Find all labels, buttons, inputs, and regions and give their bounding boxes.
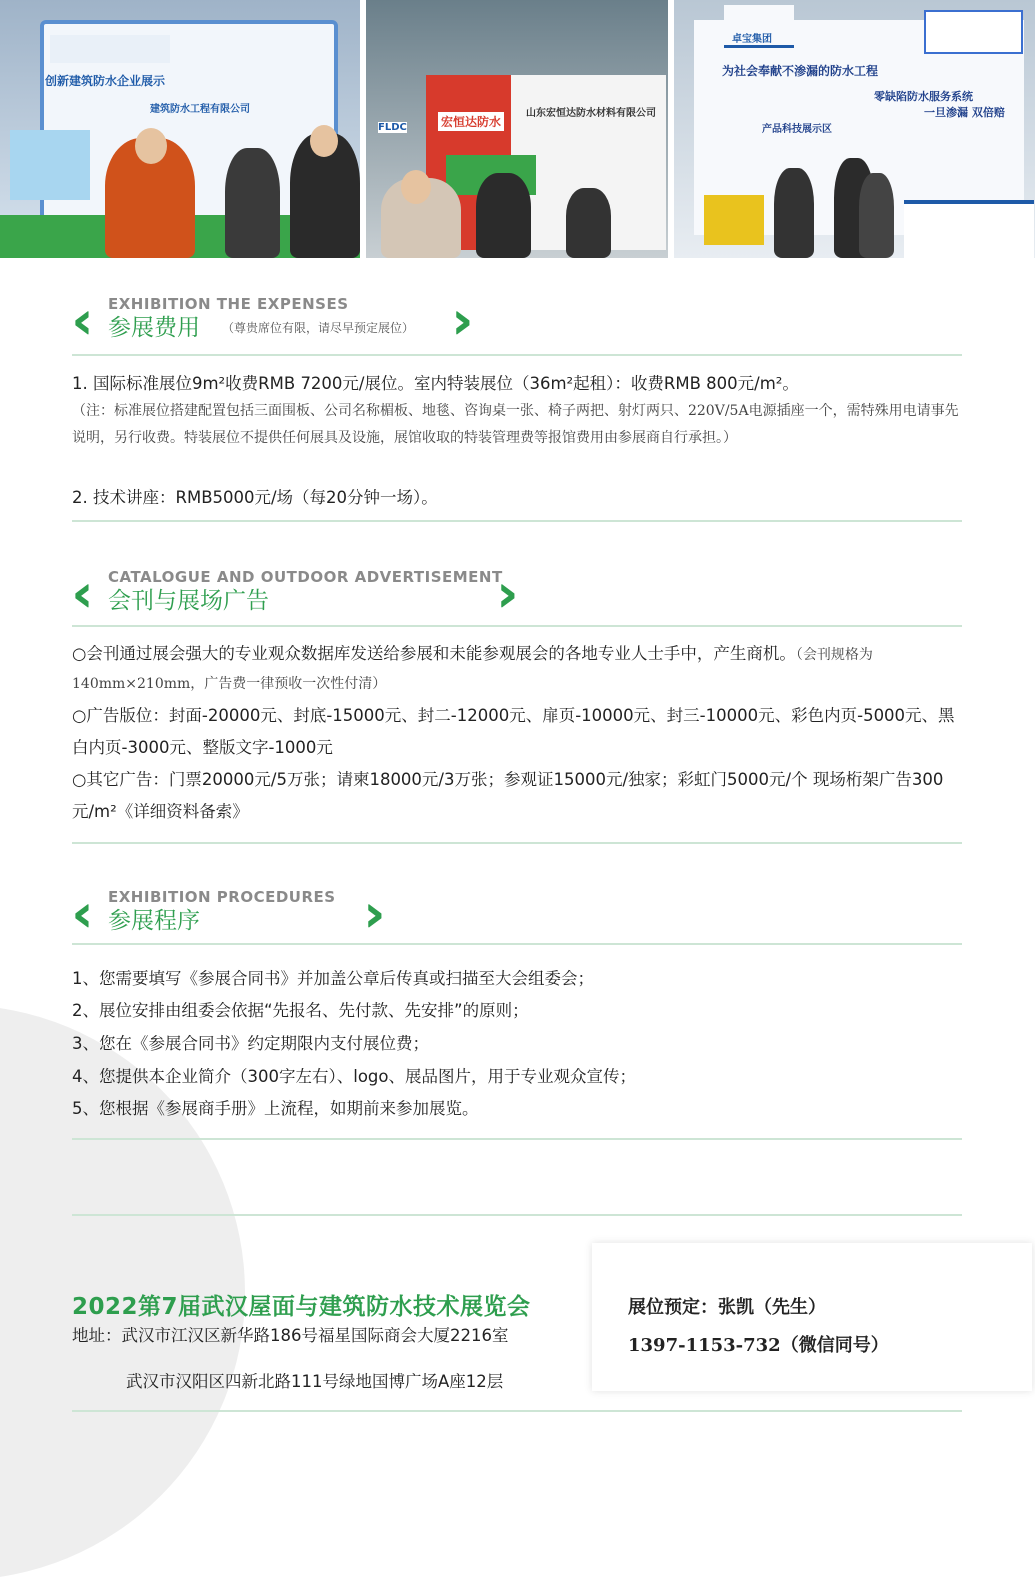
brand-sign: 卓宝集团 — [732, 34, 772, 45]
section-title-en: EXHIBITION THE EXPENSES — [108, 295, 349, 313]
booth-sign: 一旦渗漏 双倍赔 — [924, 106, 1005, 119]
divider — [72, 1410, 962, 1412]
booth-sign: 创新建筑防水企业展示 — [45, 74, 166, 88]
catalogue-paragraph — [72, 640, 962, 698]
procedure-step: 4、您提供本企业简介（300字左右）、logo、展品图片，用于专业观众宣传； — [72, 1067, 636, 1086]
expense-item-2: 2. 技术讲座：RMB5000元/场（每20分钟一场）。 — [72, 488, 438, 507]
catalogue-note: （会刊规格为140mm×210mm，广告费一律预收一次性付清） — [72, 647, 873, 692]
exhibition-title: 2022第7届武汉屋面与建筑防水技术展览会 — [72, 1294, 531, 1320]
booth-sign: 山东宏恒达防水材料有限公司 — [526, 108, 656, 119]
divider — [72, 520, 962, 522]
divider — [72, 1214, 962, 1216]
section-note: （尊贵席位有限，请尽早预定展位） — [222, 321, 415, 335]
exhibition-photo-right — [674, 0, 1035, 258]
section-title-en: CATALOGUE AND OUTDOOR ADVERTISEMENT — [108, 568, 503, 586]
booth-sign: 为社会奉献不渗漏的防水工程 — [722, 64, 879, 78]
exhibition-photo-left — [0, 0, 360, 258]
exhibition-photo-middle — [366, 0, 668, 258]
divider — [72, 354, 962, 356]
address-line-2: 武汉市汉阳区四新北路111号绿地国博广场A座12层 — [126, 1372, 504, 1391]
booth-sign: 宏恒达防水 — [438, 112, 504, 131]
divider — [72, 625, 962, 627]
photo-strip — [0, 0, 1035, 258]
address-line-1: 地址：武汉市江汉区新华路186号福星国际商会大厦2216室 — [72, 1326, 509, 1345]
divider — [72, 1138, 962, 1140]
section-title-zh: 参展费用 — [108, 315, 200, 341]
booth-sign: 零缺陷防水服务系统 — [874, 90, 973, 103]
section-title-zh: 参展程序 — [108, 908, 200, 934]
divider — [72, 943, 962, 945]
booth-sign: 建筑防水工程有限公司 — [150, 104, 250, 115]
ad-positions: ○广告版位：封面-20000元、封底-15000元、封二-12000元、扉页-10000元、封三-10000元、彩色内页-5000元、黑白内页-3000元、整版文字-1000元 — [72, 706, 955, 757]
catalogue-text: ○会刊通过展会强大的专业观众数据库发送给参展和未能参观展会的各地专业人士手中，产生商机。 — [72, 644, 796, 663]
contact-box — [592, 1243, 1032, 1391]
expense-item-1: 1. 国际标准展位9m²收费RMB 7200元/展位。室内特装展位（36m²起租）：收费RMB 800元/m²。 — [72, 374, 799, 393]
divider — [72, 842, 962, 844]
contact-phone: 1397-1153-732（微信同号） — [628, 1335, 889, 1356]
section-title-en: EXHIBITION PROCEDURES — [108, 888, 336, 906]
contact-name: 展位预定：张凯（先生） — [628, 1297, 826, 1318]
booth-sign: 产品科技展示区 — [762, 124, 832, 135]
expense-item-1-note: （注：标准展位搭建配置包括三面围板、公司名称楣板、地毯、咨询桌一张、椅子两把、射灯两只、220V/5A电源插座一个，需特殊用电请事先说明，另行收费。特装展位不提供任何展具及设施，展馆收取的特装管理费等报馆费用由参展商自行承担。） — [72, 403, 959, 446]
other-ads: ○其它广告：门票20000元/5万张；请柬18000元/3万张；参观证15000元/独家；彩虹门5000元/个 现场桁架广告300元/m²《详细资料备索》 — [72, 770, 944, 821]
procedure-step: 1、您需要填写《参展合同书》并加盖公章后传真或扫描至大会组委会； — [72, 969, 594, 988]
procedure-step: 5、您根据《参展商手册》上流程，如期前来参加展览。 — [72, 1099, 479, 1118]
booth-sign: FLDC — [378, 122, 407, 133]
procedure-step: 3、您在《参展合同书》约定期限内支付展位费； — [72, 1034, 429, 1053]
procedure-step: 2、展位安排由组委会依据“先报名、先付款、先安排”的原则； — [72, 1001, 529, 1020]
section-title-zh: 会刊与展场广告 — [108, 588, 269, 614]
